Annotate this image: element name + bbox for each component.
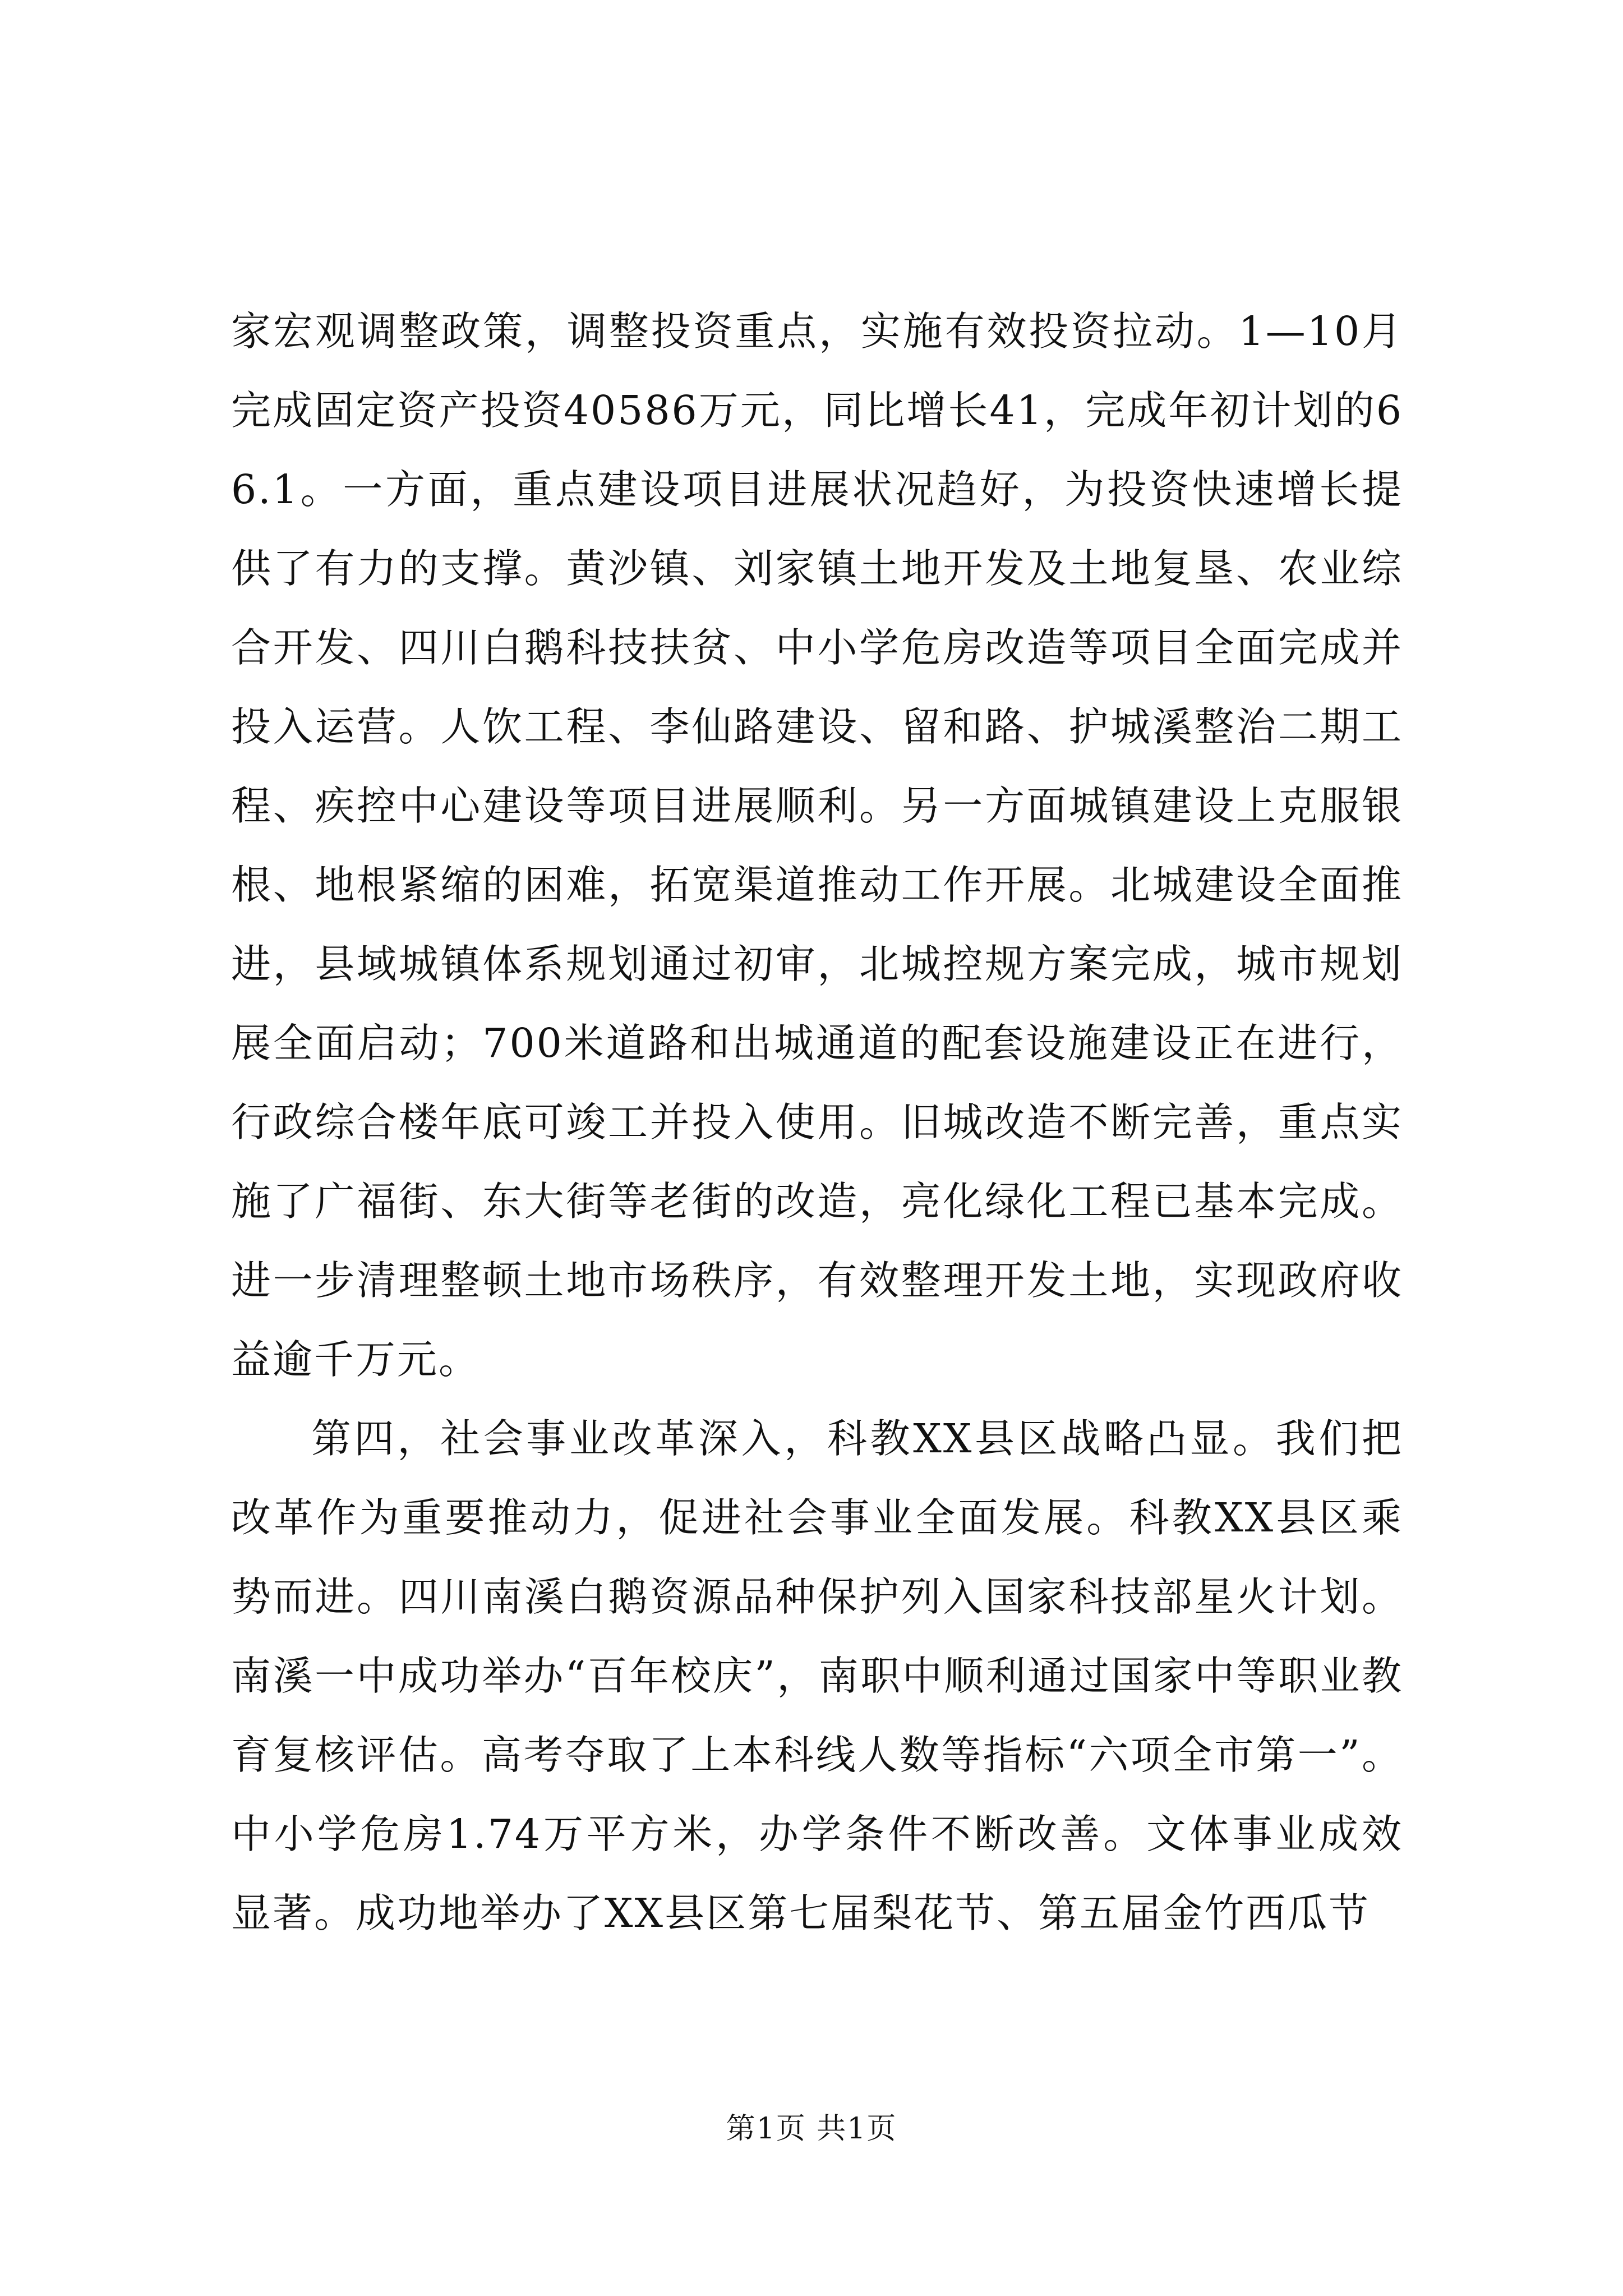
document-body <box>231 292 1403 1953</box>
paragraph-social-reform: 第四，社会事业改革深入，科教XX县区战略凸显。我们把改革作为重要推动力，促进社会事业全面发展。科教XX县区乘势而进。四川南溪白鹅资源品种保护列入国家科技部星火计划。南溪一中成功举办“百年校庆”，南职中顺利通过国家中等职业教育复核评估。高考夺取了上本科线人数等指标“六项全市第一”。中小学危房1.74万平方米，办学条件不断改善。文体事业成效显著。成功地举办了XX县区第七届梨花节、第五届金竹西瓜节 <box>231 1415 1403 1936</box>
paragraph-investment: 家宏观调整政策，调整投资重点，实施有效投资拉动。1—10月完成固定资产投资40586万元，同比增长41，完成年初计划的66.1。一方面，重点建设项目进展状况趋好，为投资快速增长提供了有力的支撑。黄沙镇、刘家镇土地开发及土地复垦、农业综合开发、四川白鹅科技扶贫、中小学危房改造等项目全面完成并投入运营。人饮工程、李仙路建设、留和路、护城溪整治二期工程、疾控中心建设等项目进展顺利。另一方面城镇建设上克服银根、地根紧缩的困难，拓宽渠道推动工作开展。北城建设全面推进，县域城镇体系规划通过初审，北城控规方案完成，城市规划展全面启动；700米道路和出城通道的配套设施建设正在进行，行政综合楼年底可竣工并投入使用。旧城改造不断完善，重点实施了广福街、东大街等老街的改造，亮化绿化工程已基本完成。进一步清理整顿土地市场秩序，有效整理开发土地，实现政府收益逾千万元。 <box>231 308 1403 1383</box>
page-footer: 第1页 共1页 <box>726 2112 897 2146</box>
